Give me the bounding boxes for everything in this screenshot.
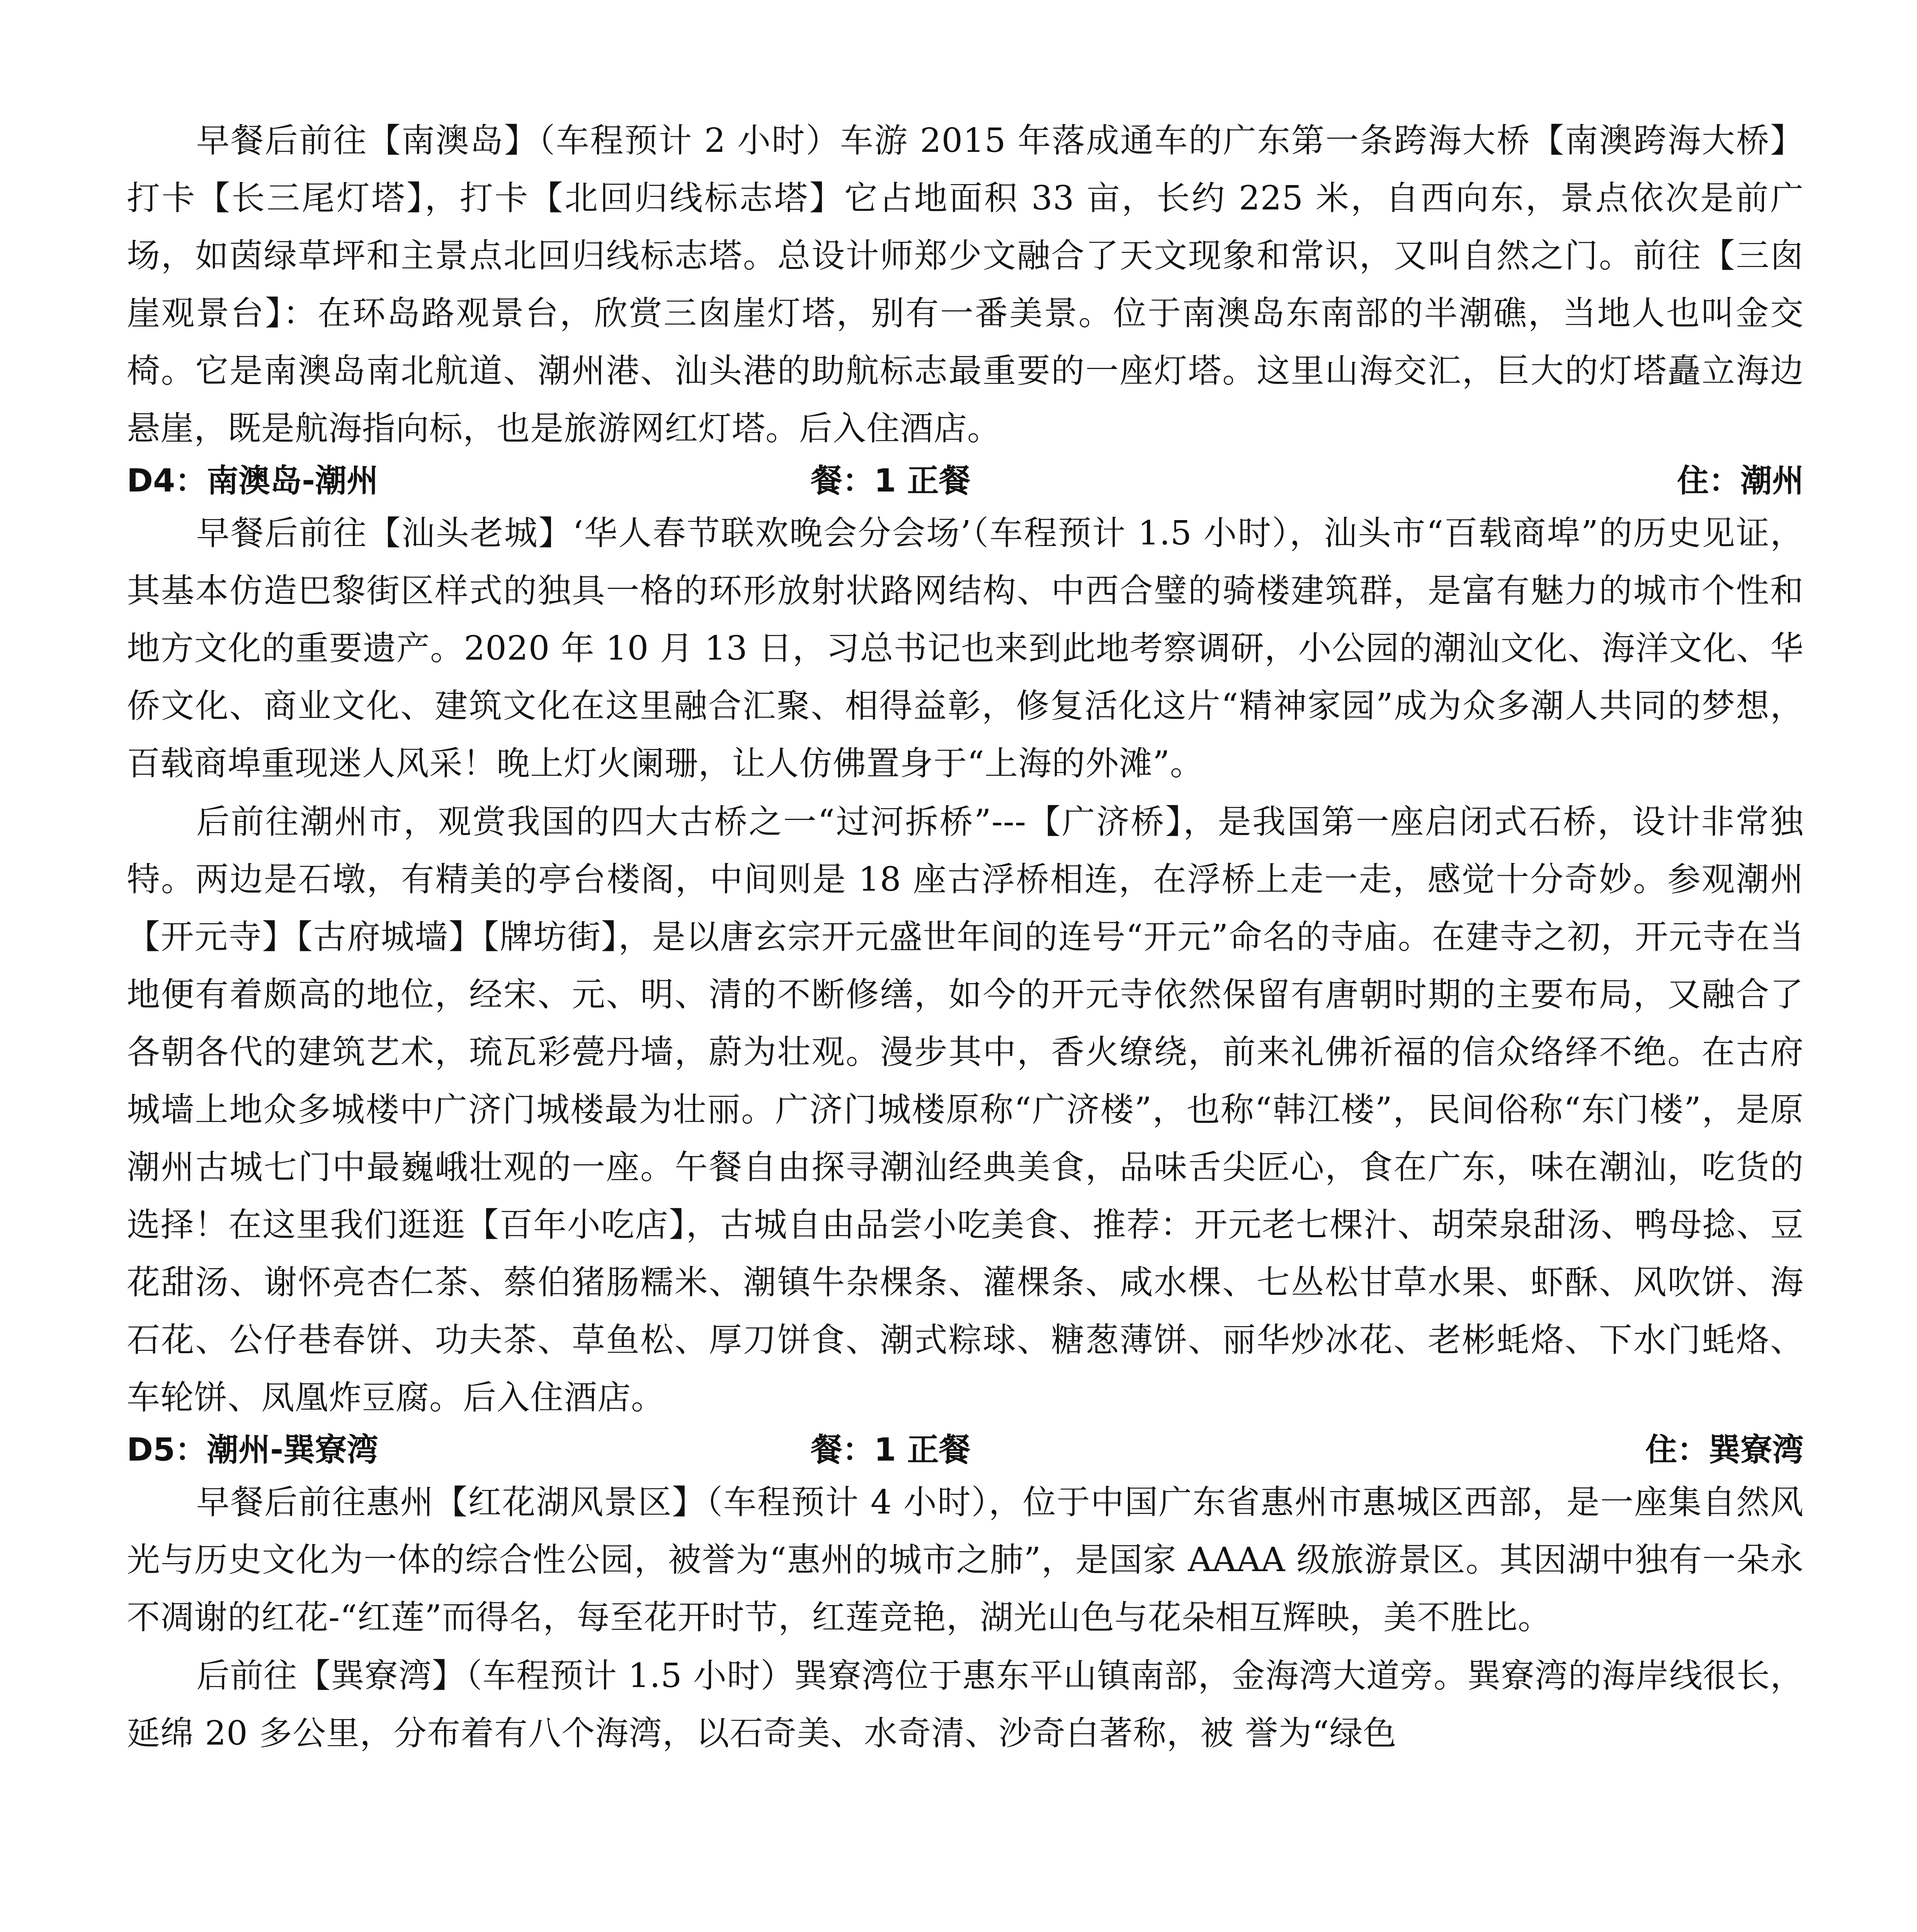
itinerary-content <box>127 112 1804 1762</box>
day5-stay: 住：巽寮湾 <box>1645 1432 1804 1468</box>
day5-header <box>127 1427 1804 1473</box>
day5-route: D5：潮州-巽寮湾 <box>127 1432 379 1468</box>
day3-paragraph: 早餐后前往【南澳岛】（车程预计 2 小时）车游 2015 年落成通车的广东第一条跨海大桥【南澳跨海大桥】打卡【长三尾灯塔】，打卡【北回归线标志塔】它占地面积 33 亩，长约 225 米，自西向东，景点依次是前广场，如茵绿草坪和主景点北回归线标志塔。总设计师郑少文融合了天文现象和常识，又叫自然之门。前往【三囱崖观景台】：在环岛路观景台，欣赏三囱崖灯塔，别有一番美景。位于南澳岛东南部的半潮礁，当地人也叫金交椅。它是南澳岛南北航道、潮州港、汕头港的助航标志最重要的一座灯塔。这里山海交汇，巨大的灯塔矗立海边悬崖，既是航海指向标，也是旅游网红灯塔。后入住酒店。 <box>127 121 1804 448</box>
day5-paragraph-2: 后前往【巽寮湾】（车程预计 1.5 小时）巽寮湾位于惠东平山镇南部，金海湾大道旁。巽寮湾的海岸线很长，延绵 20 多公里，分布着有八个海湾，以石奇美、水奇清、沙奇白著称，被 誉为“绿色 <box>127 1656 1804 1753</box>
day4-route: D4：南澳岛-潮州 <box>127 463 379 499</box>
day4-paragraph-2: 后前往潮州市，观赏我国的四大古桥之一“过河拆桥”---【广济桥】，是我国第一座启闭式石桥，设计非常独特。两边是石墩，有精美的亭台楼阁，中间则是 18 座古浮桥相连，在浮桥上走一走，感觉十分奇妙。参观潮州【开元寺】【古府城墙】【牌坊街】，是以唐玄宗开元盛世年间的连号“开元”命名的寺庙。在建寺之初，开元寺在当地便有着颇高的地位，经宋、元、明、清的不断修缮，如今的开元寺依然保留有唐朝时期的主要布局，又融合了各朝各代的建筑艺术，琉瓦彩甍丹墙，蔚为壮观。漫步其中，香火缭绕，前来礼佛祈福的信众络绎不绝。在古府城墙上地众多城楼中广济门城楼最为壮丽。广济门城楼原称“广济楼”，也称“韩江楼”，民间俗称“东门楼”，是原潮州古城七门中最巍峨壮观的一座。午餐自由探寻潮汕经典美食，品味舌尖匠心，食在广东，味在潮汕，吃货的选择！在这里我们逛逛【百年小吃店】，古城自由品尝小吃美食、推荐：开元老七棵汁、胡荣泉甜汤、鸭母捻、豆花甜汤、谢怀亮杏仁茶、蔡伯猪肠糯米、潮镇牛杂棵条、灌棵条、咸水棵、七丛松甘草水果、虾酥、风吹饼、海石花、公仔巷春饼、功夫茶、草鱼松、厚刀饼食、潮式粽球、糖葱薄饼、丽华炒冰花、老彬蚝烙、下水门蚝烙、车轮饼、凤凰炸豆腐。后入住酒店。 <box>127 803 1804 1417</box>
day4-paragraph-1: 早餐后前往【汕头老城】‘华人春节联欢晚会分会场’（车程预计 1.5 小时），汕头市“百载商埠”的历史见证，其基本仿造巴黎街区样式的独具一格的环形放射状路网结构、中西合璧的骑楼建筑群，是富有魅力的城市个性和地方文化的重要遗产。2020 年 10 月 13 日，习总书记也来到此地考察调研，小公园的潮汕文化、海洋文化、华侨文化、商业文化、建筑文化在这里融合汇聚、相得益彰，修复活化这片“精神家园”成为众多潮人共同的梦想，百载商埠重现迷人风采！晚上灯火阑珊，让人仿佛置身于“上海的外滩”。 <box>127 514 1804 783</box>
day5-meals: 餐：1 正餐 <box>811 1432 971 1468</box>
day5-paragraph-1: 早餐后前往惠州【红花湖风景区】（车程预计 4 小时），位于中国广东省惠州市惠城区西部，是一座集自然风光与历史文化为一体的综合性公园，被誉为“惠州的城市之肺”，是国家 AAAA 级旅游景区。其因湖中独有一朵永不凋谢的红花-“红莲”而得名，每至花开时节，红莲竞艳，湖光山色与花朵相互辉映，美不胜比。 <box>127 1483 1804 1637</box>
day4-stay: 住：潮州 <box>1677 463 1804 499</box>
day4-meals: 餐：1 正餐 <box>811 463 971 499</box>
day4-header <box>127 458 1804 504</box>
